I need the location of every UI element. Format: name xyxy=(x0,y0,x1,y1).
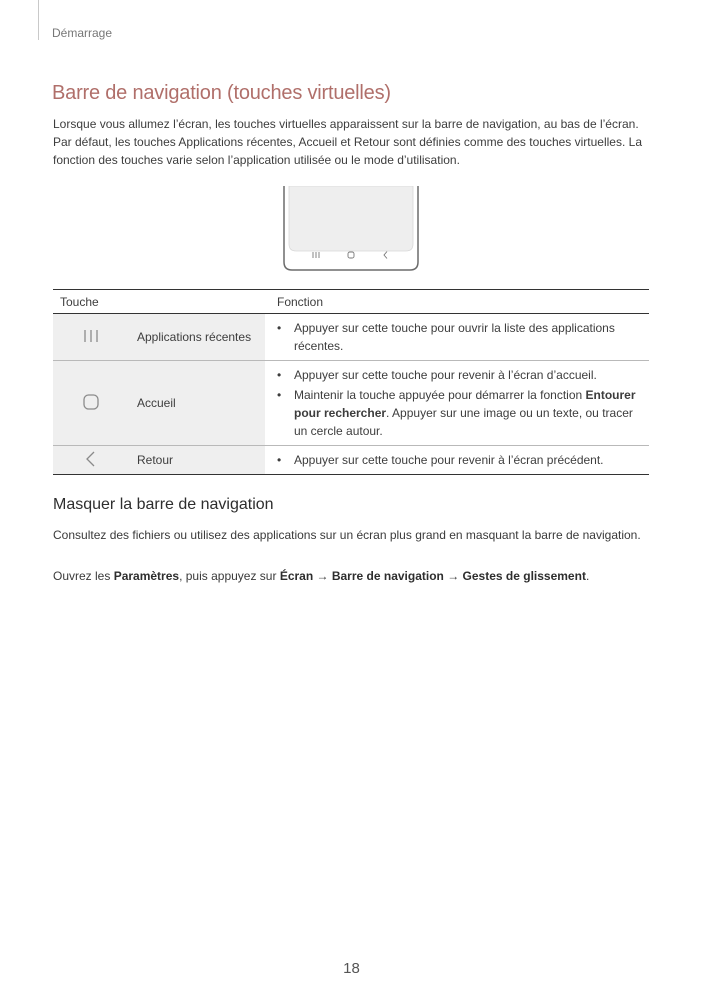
back-icon xyxy=(84,450,98,468)
page-number: 18 xyxy=(343,960,360,977)
key-icon-cell xyxy=(53,314,129,361)
phone-navbar-illustration xyxy=(282,186,420,272)
table-row xyxy=(53,446,649,475)
section-title: Barre de navigation (touches virtuelles) xyxy=(52,82,391,104)
phone-recent-apps-icon xyxy=(313,252,319,258)
circle-to-search-label: Entourer pour rechercher xyxy=(294,388,636,420)
subsection-paragraph: Consultez des fichiers ou utilisez des applications sur un écran plus grand en masquant la barre de navigation. xyxy=(53,528,641,542)
function-bullet: • Appuyer sur cette touche pour revenir à l’écran précédent. xyxy=(275,451,641,469)
instruction-text: , puis appuyez sur xyxy=(179,569,280,583)
key-name: Applications récentes xyxy=(129,314,265,361)
arrow-separator: → xyxy=(443,569,463,583)
key-icon-cell xyxy=(53,361,129,446)
instruction-text: . xyxy=(585,569,590,583)
navigation-keys-table xyxy=(53,289,649,475)
recent-apps-icon xyxy=(81,328,101,344)
key-function xyxy=(265,361,649,446)
key-icon-cell xyxy=(53,446,129,475)
table-header-row xyxy=(53,290,649,314)
key-name: Accueil xyxy=(129,361,265,446)
settings-label: Paramètres xyxy=(113,569,180,583)
header-function: Fonction xyxy=(265,290,649,314)
arrow-separator: → xyxy=(313,569,332,583)
gestures-label: Gestes de glissement xyxy=(462,569,586,583)
function-bullet: • Appuyer sur cette touche pour revenir à l’écran d’accueil. xyxy=(275,366,641,384)
navbar-label: Barre de navigation xyxy=(331,569,444,583)
function-bullet xyxy=(275,386,641,440)
instruction-text: Ouvrez les xyxy=(53,569,114,583)
header-key: Touche xyxy=(53,290,265,314)
intro-paragraph: Lorsque vous allumez l’écran, les touches virtuelles apparaissent sur la barre de navigation, au bas de l’écran. Par défaut, les touches Applications récentes, Accueil et Retour sont définies comme des touches virtuelles. La fonction des touches varie selon l’application utilisée ou le mode d’utilisation. xyxy=(53,117,642,167)
phone-home-icon xyxy=(348,252,354,258)
subsection-title: Masquer la barre de navigation xyxy=(53,496,274,513)
page-edge-line xyxy=(38,0,39,40)
screen-label: Écran xyxy=(279,569,314,583)
table-row xyxy=(53,361,649,446)
instruction-paragraph xyxy=(53,567,649,585)
key-function xyxy=(265,446,649,475)
key-name: Retour xyxy=(129,446,265,475)
table-row xyxy=(53,314,649,361)
running-head: Démarrage xyxy=(52,26,113,40)
home-icon xyxy=(82,393,100,411)
key-function xyxy=(265,314,649,361)
bullet-text: . Appuyer sur une image ou un texte, ou tracer un cercle autour. xyxy=(294,406,633,438)
function-bullet: • Appuyer sur cette touche pour ouvrir la liste des applications récentes. xyxy=(275,319,641,355)
bullet-text: Maintenir la touche appuyée pour démarrer la fonction xyxy=(294,388,586,402)
phone-back-icon xyxy=(384,252,387,259)
